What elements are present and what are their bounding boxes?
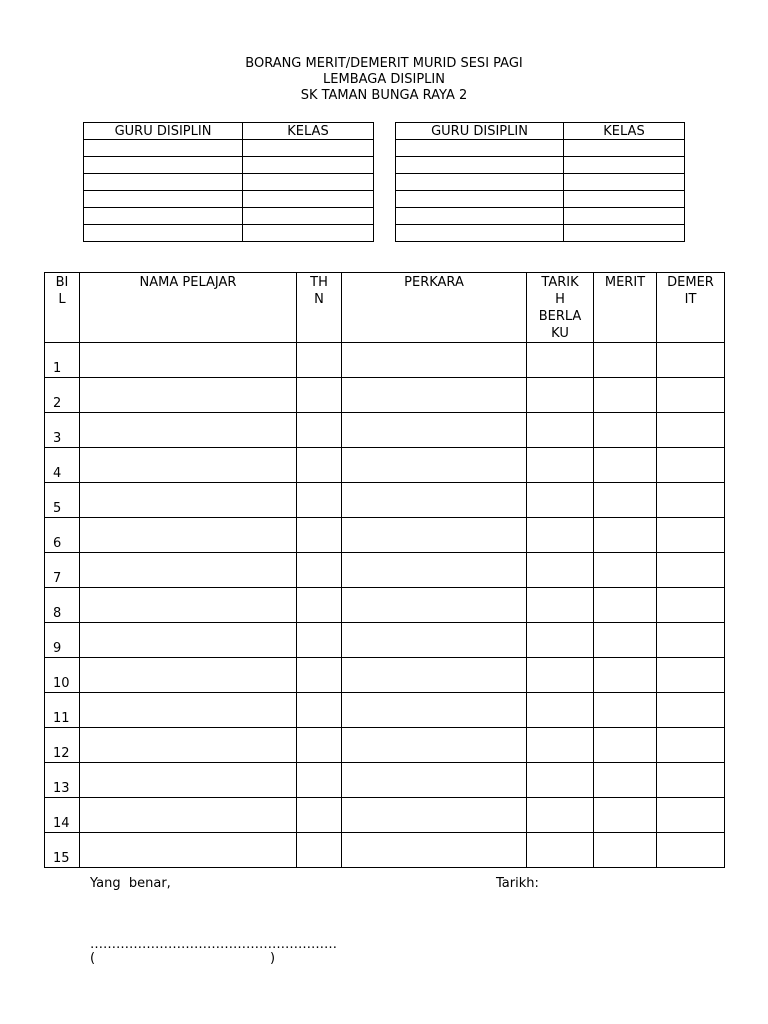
perkara-cell[interactable]	[342, 483, 527, 518]
bil-cell: 10	[45, 658, 80, 693]
kelas-cell[interactable]	[243, 174, 374, 191]
table-row	[45, 728, 725, 763]
thn-cell[interactable]	[297, 588, 342, 623]
bil-header-text: BI L	[55, 275, 69, 307]
name-parentheses	[90, 951, 280, 966]
nama-pelajar-cell[interactable]	[80, 413, 297, 448]
merit-cell[interactable]	[594, 833, 657, 868]
table-row	[396, 174, 685, 191]
demerit-cell[interactable]	[657, 518, 725, 553]
merit-cell[interactable]	[594, 763, 657, 798]
table-row	[45, 413, 725, 448]
perkara-cell[interactable]	[342, 588, 527, 623]
tarikh-cell[interactable]	[527, 588, 594, 623]
guru-cell[interactable]	[84, 208, 243, 225]
form-subtitle: LEMBAGA DISIPLIN	[323, 72, 445, 87]
nama-pelajar-cell[interactable]	[80, 518, 297, 553]
perkara-cell[interactable]	[342, 448, 527, 483]
kelas-cell[interactable]	[243, 208, 374, 225]
school-name: SK TAMAN BUNGA RAYA 2	[300, 88, 468, 103]
perkara-cell[interactable]	[342, 343, 527, 378]
table-row	[84, 174, 374, 191]
bil-cell: 12	[45, 728, 80, 763]
thn-cell[interactable]	[297, 798, 342, 833]
nama-pelajar-cell[interactable]	[80, 728, 297, 763]
tarikh-cell[interactable]	[527, 763, 594, 798]
demerit-cell[interactable]	[657, 483, 725, 518]
table-row	[84, 225, 374, 242]
table-row	[45, 833, 725, 868]
bil-header	[45, 273, 80, 343]
tarikh-header-text: TARIK H BERLA KU	[538, 275, 582, 341]
table-row	[84, 191, 374, 208]
perkara-cell[interactable]	[342, 413, 527, 448]
merit-cell[interactable]	[594, 588, 657, 623]
thn-cell[interactable]	[297, 448, 342, 483]
table-row	[45, 378, 725, 413]
kelas-cell[interactable]	[243, 225, 374, 242]
tarikh-cell[interactable]	[527, 483, 594, 518]
tarikh-cell[interactable]	[527, 623, 594, 658]
table-row	[45, 623, 725, 658]
bil-cell: 13	[45, 763, 80, 798]
tarikh-cell[interactable]	[527, 448, 594, 483]
kelas-cell[interactable]	[564, 174, 685, 191]
demerit-header	[657, 273, 725, 343]
table-row	[45, 553, 725, 588]
tarikh-cell[interactable]	[527, 658, 594, 693]
merit-cell[interactable]	[594, 623, 657, 658]
perkara-cell[interactable]	[342, 553, 527, 588]
nama-pelajar-cell[interactable]	[80, 483, 297, 518]
table-row	[84, 140, 374, 157]
nama-pelajar-header: NAMA PELAJAR	[80, 273, 297, 343]
yang-benar-label: Yang benar,	[90, 876, 171, 891]
nama-pelajar-cell[interactable]	[80, 798, 297, 833]
tarikh-cell[interactable]	[527, 728, 594, 763]
guru-cell[interactable]	[396, 191, 564, 208]
guru-cell[interactable]	[396, 225, 564, 242]
bil-cell: 4	[45, 448, 80, 483]
table-row	[45, 658, 725, 693]
bil-cell: 3	[45, 413, 80, 448]
kelas-cell[interactable]	[243, 191, 374, 208]
kelas-cell[interactable]	[564, 140, 685, 157]
thn-cell[interactable]	[297, 378, 342, 413]
merit-cell[interactable]	[594, 413, 657, 448]
demerit-cell[interactable]	[657, 833, 725, 868]
demerit-cell[interactable]	[657, 728, 725, 763]
thn-cell[interactable]	[297, 833, 342, 868]
kelas-header: KELAS	[564, 123, 685, 140]
thn-cell[interactable]	[297, 483, 342, 518]
merit-cell[interactable]	[594, 658, 657, 693]
guru-disiplin-table-left	[83, 122, 374, 242]
bil-cell: 2	[45, 378, 80, 413]
perkara-cell[interactable]	[342, 728, 527, 763]
nama-pelajar-cell[interactable]	[80, 343, 297, 378]
nama-pelajar-cell[interactable]	[80, 763, 297, 798]
bil-cell: 14	[45, 798, 80, 833]
guru-cell[interactable]	[396, 140, 564, 157]
kelas-cell[interactable]	[564, 157, 685, 174]
perkara-cell[interactable]	[342, 693, 527, 728]
bil-cell: 1	[45, 343, 80, 378]
tarikh-cell[interactable]	[527, 833, 594, 868]
bil-cell: 9	[45, 623, 80, 658]
demerit-cell[interactable]	[657, 553, 725, 588]
tarikh-cell[interactable]	[527, 798, 594, 833]
demerit-cell[interactable]	[657, 378, 725, 413]
table-row	[84, 157, 374, 174]
bil-cell: 15	[45, 833, 80, 868]
thn-cell[interactable]	[297, 413, 342, 448]
table-row	[396, 225, 685, 242]
table-row	[45, 588, 725, 623]
demerit-cell[interactable]	[657, 798, 725, 833]
merit-cell[interactable]	[594, 728, 657, 763]
table-row	[45, 483, 725, 518]
guru-cell[interactable]	[84, 140, 243, 157]
demerit-header-text: DEMER IT	[667, 275, 714, 307]
table-row	[45, 518, 725, 553]
nama-pelajar-cell[interactable]	[80, 833, 297, 868]
merit-cell[interactable]	[594, 448, 657, 483]
bil-cell: 11	[45, 693, 80, 728]
thn-cell[interactable]	[297, 728, 342, 763]
perkara-cell[interactable]	[342, 378, 527, 413]
signature-line: …………………………………………………	[90, 937, 337, 952]
tarikh-cell[interactable]	[527, 343, 594, 378]
perkara-cell[interactable]	[342, 763, 527, 798]
guru-cell[interactable]	[84, 225, 243, 242]
guru-disiplin-header: GURU DISIPLIN	[84, 123, 243, 140]
perkara-cell[interactable]	[342, 623, 527, 658]
tarikh-cell[interactable]	[527, 553, 594, 588]
table-row	[396, 157, 685, 174]
table-row	[396, 140, 685, 157]
guru-disiplin-table-right	[395, 122, 685, 242]
thn-cell[interactable]	[297, 763, 342, 798]
thn-cell[interactable]	[297, 343, 342, 378]
merit-cell[interactable]	[594, 518, 657, 553]
close-paren: )	[270, 951, 276, 966]
table-row	[45, 798, 725, 833]
nama-pelajar-cell[interactable]	[80, 658, 297, 693]
perkara-cell[interactable]	[342, 798, 527, 833]
merit-cell[interactable]	[594, 798, 657, 833]
demerit-cell[interactable]	[657, 658, 725, 693]
nama-pelajar-cell[interactable]	[80, 448, 297, 483]
guru-cell[interactable]	[84, 174, 243, 191]
kelas-cell[interactable]	[243, 140, 374, 157]
kelas-cell[interactable]	[564, 225, 685, 242]
kelas-cell[interactable]	[564, 191, 685, 208]
form-title: BORANG MERIT/DEMERIT MURID SESI PAGI	[245, 56, 523, 71]
table-row	[45, 763, 725, 798]
bil-cell: 8	[45, 588, 80, 623]
nama-pelajar-cell[interactable]	[80, 623, 297, 658]
demerit-cell[interactable]	[657, 343, 725, 378]
tarikh-cell[interactable]	[527, 378, 594, 413]
merit-demerit-table	[44, 272, 725, 868]
demerit-cell[interactable]	[657, 693, 725, 728]
demerit-cell[interactable]	[657, 763, 725, 798]
merit-cell[interactable]	[594, 378, 657, 413]
tarikh-cell[interactable]	[527, 413, 594, 448]
demerit-cell[interactable]	[657, 448, 725, 483]
guru-cell[interactable]	[396, 208, 564, 225]
bil-cell: 5	[45, 483, 80, 518]
table-row	[45, 343, 725, 378]
tarikh-cell[interactable]	[527, 518, 594, 553]
perkara-cell[interactable]	[342, 658, 527, 693]
demerit-cell[interactable]	[657, 413, 725, 448]
bil-cell: 7	[45, 553, 80, 588]
table-row	[45, 693, 725, 728]
kelas-cell[interactable]	[243, 157, 374, 174]
thn-cell[interactable]	[297, 518, 342, 553]
demerit-cell[interactable]	[657, 588, 725, 623]
perkara-cell[interactable]	[342, 833, 527, 868]
guru-cell[interactable]	[84, 191, 243, 208]
table-row	[45, 448, 725, 483]
perkara-cell[interactable]	[342, 518, 527, 553]
merit-cell[interactable]	[594, 343, 657, 378]
tarikh-berlaku-header	[527, 273, 594, 343]
open-paren: (	[90, 951, 96, 966]
thn-header	[297, 273, 342, 343]
thn-cell[interactable]	[297, 693, 342, 728]
guru-cell[interactable]	[396, 174, 564, 191]
nama-pelajar-cell[interactable]	[80, 588, 297, 623]
merit-cell[interactable]	[594, 553, 657, 588]
table-row	[396, 191, 685, 208]
thn-cell[interactable]	[297, 553, 342, 588]
tarikh-label: Tarikh:	[496, 876, 539, 891]
kelas-cell[interactable]	[564, 208, 685, 225]
merit-cell[interactable]	[594, 693, 657, 728]
guru-cell[interactable]	[84, 157, 243, 174]
guru-disiplin-header: GURU DISIPLIN	[396, 123, 564, 140]
thn-cell[interactable]	[297, 623, 342, 658]
nama-pelajar-cell[interactable]	[80, 693, 297, 728]
thn-cell[interactable]	[297, 658, 342, 693]
kelas-header: KELAS	[243, 123, 374, 140]
thn-header-text: TH N	[310, 275, 328, 307]
guru-cell[interactable]	[396, 157, 564, 174]
bil-cell: 6	[45, 518, 80, 553]
merit-cell[interactable]	[594, 483, 657, 518]
table-row	[84, 208, 374, 225]
merit-header: MERIT	[594, 273, 657, 343]
nama-pelajar-cell[interactable]	[80, 553, 297, 588]
table-row	[396, 208, 685, 225]
perkara-header: PERKARA	[342, 273, 527, 343]
nama-pelajar-cell[interactable]	[80, 378, 297, 413]
demerit-cell[interactable]	[657, 623, 725, 658]
tarikh-cell[interactable]	[527, 693, 594, 728]
